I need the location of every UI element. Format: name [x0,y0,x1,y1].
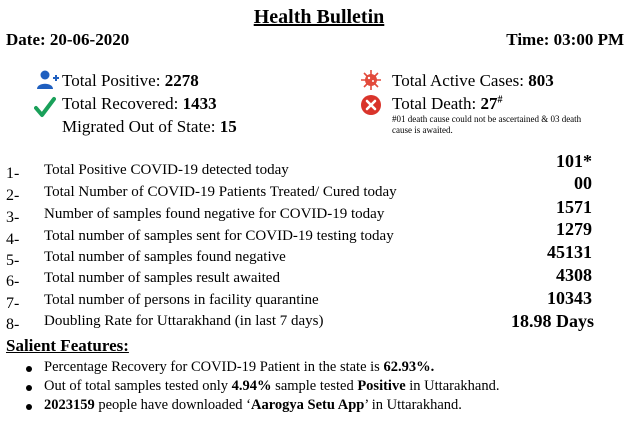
row-value: 4308 [556,265,592,285]
total-recovered: Total Recovered: 1433 [62,94,217,113]
row-label: Doubling Rate for Uttarakhand (in last 7 days) [44,313,324,329]
check-icon [34,96,56,118]
row-number: 4- [6,231,20,248]
add-user-icon [36,70,60,90]
row-label: Total number of samples found negative [44,249,286,265]
row-value: 00 [574,173,592,193]
bullet-recovery: Percentage Recovery for COVID-19 Patient in the state is 62.93%. [44,359,435,375]
row-value: 10343 [547,288,592,308]
row-label: Total Number of COVID-19 Patients Treated/ Cured today [44,184,397,200]
row-value: 45131 [547,242,592,262]
row-value: 18.98 Days [510,311,594,331]
bulletin-date: Date: 20-06-2020 [6,30,130,49]
row-number: 3- [6,209,20,226]
row-value: 1571 [556,197,592,217]
row-label: Total number of samples sent for COVID-19 testing today [44,228,394,244]
row-number: 7- [6,295,20,312]
row-number: 2- [6,187,20,204]
total-death: Total Death: 27# [392,94,503,113]
total-active-cases: Total Active Cases: 803 [392,71,554,90]
virus-icon [360,69,382,91]
cross-circle-icon [360,94,382,116]
bulletin-time: Time: 03:00 PM [506,30,624,49]
row-label: Number of samples found negative for COVID-19 today [44,206,385,222]
page-title: Health Bulletin [253,6,385,28]
row-label: Total Positive COVID-19 detected today [44,162,289,178]
row-label: Total number of persons in facility quarantine [44,292,319,308]
row-label: Total number of samples result awaited [44,270,280,286]
row-number: 1- [6,165,20,182]
salient-features-heading: Salient Features: [6,336,129,355]
row-value: 101* [556,151,592,171]
row-number: 8- [6,316,20,333]
row-value: 1279 [556,219,592,239]
total-positive: Total Positive: 2278 [62,71,199,90]
migrated-out-of-state: Migrated Out of State: 15 [62,117,237,136]
death-footnote: #01 death cause could not be ascertained & 03 death cause is awaited. [392,114,582,135]
row-number: 6- [6,273,20,290]
bullet-aarogya-setu: 2023159 people have downloaded ‘Aarogya Setu App’ in Uttarakhand. [44,397,462,413]
bullet-positivity: Out of total samples tested only 4.94% sample tested Positive in Uttarakhand. [44,378,500,394]
row-number: 5- [6,252,20,269]
